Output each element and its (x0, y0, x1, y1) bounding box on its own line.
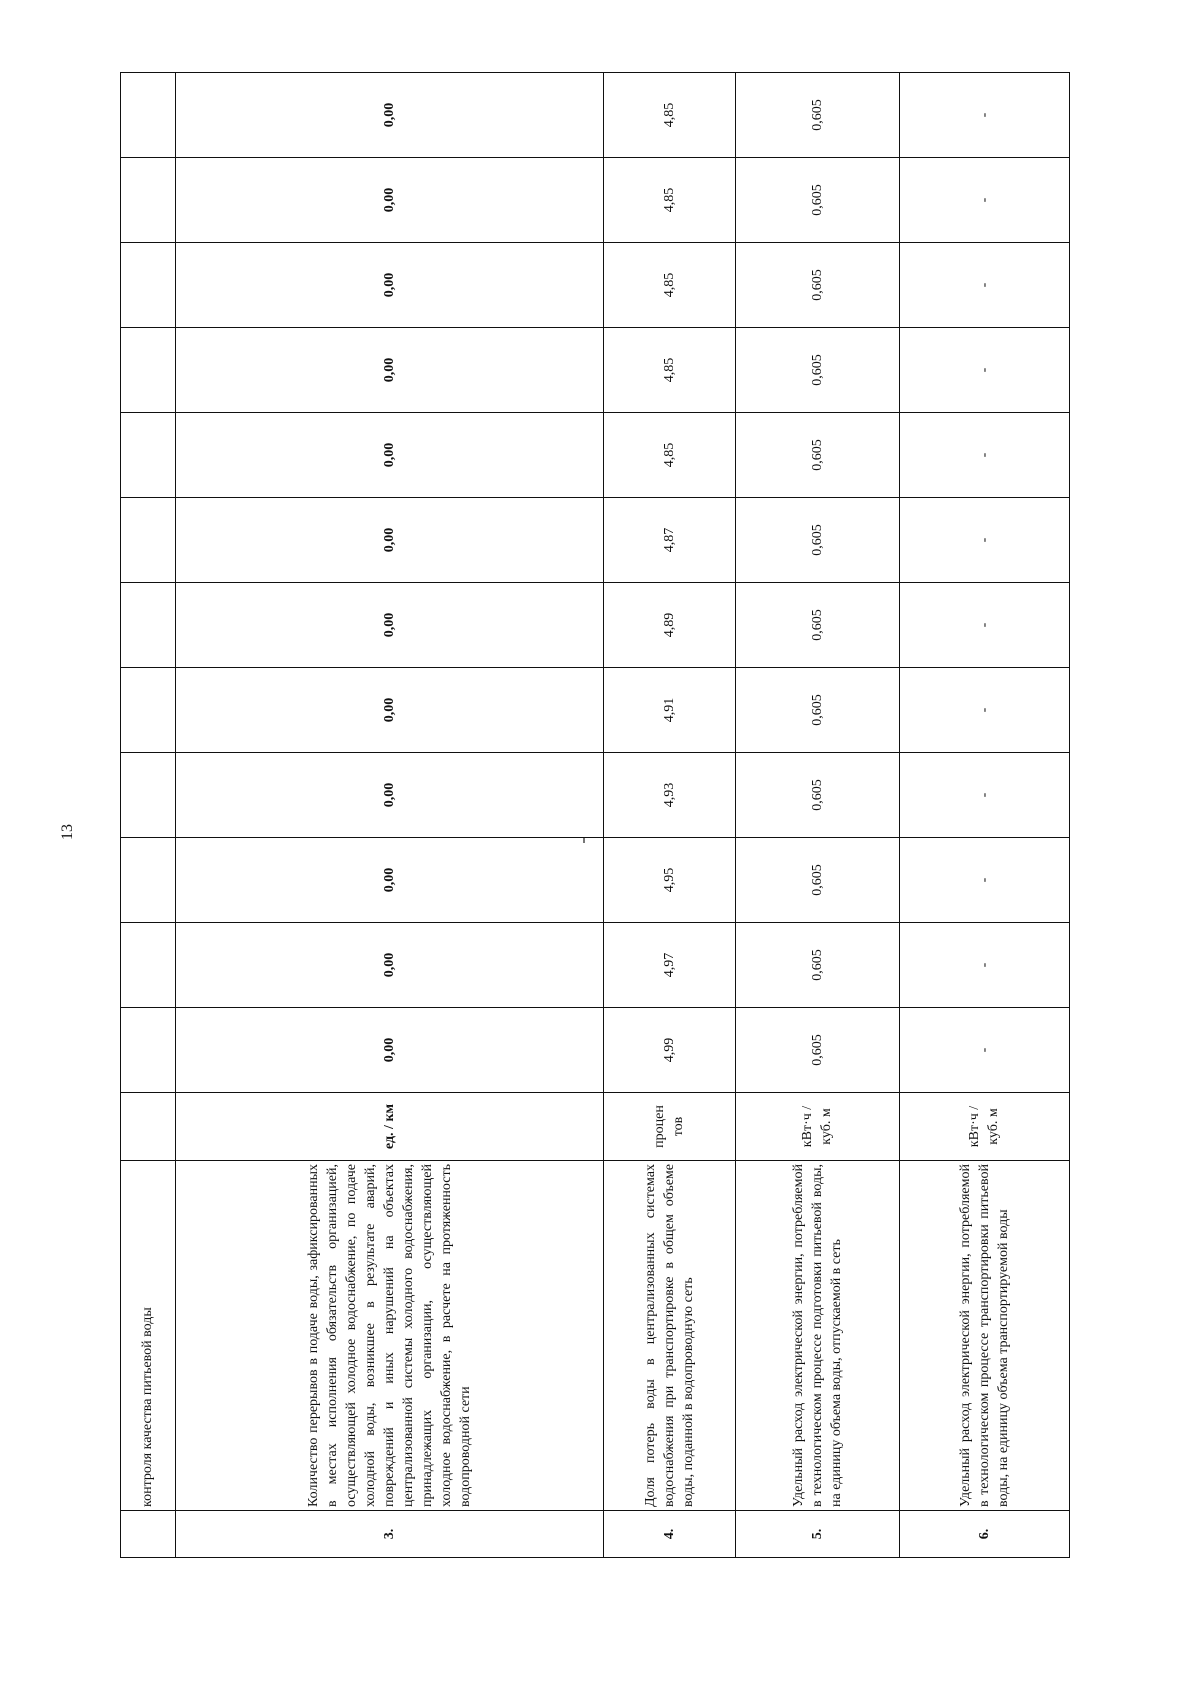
value-cell: - (899, 583, 1069, 668)
value-cell: 4,85 (603, 158, 735, 243)
row-number-cell: 5. (736, 1511, 900, 1558)
value-cell: 0,00 (175, 413, 603, 498)
value-cell: 4,85 (603, 73, 735, 158)
value-cell: 0,605 (736, 328, 900, 413)
row-unit-cell: процен тов (603, 1093, 735, 1161)
value-cell: 4,99 (603, 1008, 735, 1093)
row-name-cell: Количество перерывов в подаче воды, зафиксированных в местах исполнения обязательств организацией, осуществляющей холодное водоснабжение, по подаче холодной воды, возникшее в результате аварий, повреждений и иных нарушений на объектах централизованной системы холодного водоснабжения, принадлежащих организации, осуществляющей холодное водоснабжение, в расчете на протяженность водопроводной сети (175, 1161, 603, 1511)
value-cell: - (899, 1008, 1069, 1093)
value-cell (121, 1008, 176, 1093)
row-number-cell (121, 1511, 176, 1558)
value-cell (121, 243, 176, 328)
value-cell: 0,605 (736, 838, 900, 923)
value-cell (121, 753, 176, 838)
value-cell: 0,605 (736, 498, 900, 583)
value-cell: 0,605 (736, 243, 900, 328)
row-name-cell: Удельный расход электрической энергии, потребляемой в технологическом процессе транспортировки питьевой воды, на единицу объема транспортируемой воды (899, 1161, 1069, 1511)
value-cell: 0,605 (736, 583, 900, 668)
value-cell: - (899, 328, 1069, 413)
row-name-cell: Удельный расход электрической энергии, потребляемой в технологическом процессе подготовки питьевой воды, на единицу объема воды, отпускаемой в сеть (736, 1161, 900, 1511)
value-cell: - (899, 838, 1069, 923)
value-cell: - (899, 413, 1069, 498)
value-cell: 4,89 (603, 583, 735, 668)
value-cell: 4,97 (603, 923, 735, 1008)
row-name-cell: контроля качества питьевой воды (121, 1161, 176, 1511)
row-unit-cell: ед. / км (175, 1093, 603, 1161)
value-cell: 4,85 (603, 243, 735, 328)
value-cell: 0,605 (736, 158, 900, 243)
value-cell: 0,00 (175, 243, 603, 328)
value-cell: 0,00 (175, 923, 603, 1008)
value-cell: 0,00 (175, 158, 603, 243)
value-cell: 0,00 (175, 1008, 603, 1093)
value-cell: - (899, 158, 1069, 243)
table-row-4 (603, 73, 735, 1558)
value-cell: 4,87 (603, 498, 735, 583)
rotated-table-sheet (120, 73, 1070, 1558)
value-cell: 0,00 (175, 583, 603, 668)
value-cell: 4,95 (603, 838, 735, 923)
value-cell: 4,93 (603, 753, 735, 838)
value-cell (121, 158, 176, 243)
value-cell: 0,00 (175, 838, 603, 923)
value-cell: 0,00 (175, 328, 603, 413)
value-cell: - (899, 498, 1069, 583)
row-number-cell: 6. (899, 1511, 1069, 1558)
value-cell (121, 328, 176, 413)
value-cell (121, 923, 176, 1008)
row-number-cell: 4. (603, 1511, 735, 1558)
value-cell (121, 73, 176, 158)
value-cell: - (899, 73, 1069, 158)
value-cell: 4,91 (603, 668, 735, 753)
value-cell: - (899, 243, 1069, 328)
value-cell: 0,00 (175, 73, 603, 158)
value-cell: 0,605 (736, 1008, 900, 1093)
row-unit-cell: кВт·ч / куб. м (899, 1093, 1069, 1161)
value-cell: 0,605 (736, 73, 900, 158)
table-row-6 (899, 73, 1069, 1558)
page-number: 13 (59, 824, 76, 840)
value-cell: 0,605 (736, 753, 900, 838)
row-unit-cell: кВт·ч / куб. м (736, 1093, 900, 1161)
value-cell: 0,605 (736, 668, 900, 753)
value-cell: 0,605 (736, 413, 900, 498)
table-row-5 (736, 73, 900, 1558)
value-cell: 0,00 (175, 753, 603, 838)
value-cell: 0,00 (175, 498, 603, 583)
value-cell (121, 413, 176, 498)
row-number-cell: 3. (175, 1511, 603, 1558)
value-cell: - (899, 753, 1069, 838)
value-cell: - (899, 668, 1069, 753)
table-row-continuation (121, 73, 176, 1558)
value-cell (121, 838, 176, 923)
row-name-cell: Доля потерь воды в централизованных системах водоснабжения при транспортировке в общем объеме воды, поданной в водопроводную сеть (603, 1161, 735, 1511)
row-unit-cell (121, 1093, 176, 1161)
value-cell: 0,605 (736, 923, 900, 1008)
value-cell: 0,00 (175, 668, 603, 753)
indicators-table (120, 72, 1070, 1558)
value-cell: 4,85 (603, 413, 735, 498)
value-cell: 4,85 (603, 328, 735, 413)
value-cell: - (899, 923, 1069, 1008)
value-cell (121, 498, 176, 583)
table-row-3 (175, 73, 603, 1558)
value-cell (121, 668, 176, 753)
value-cell (121, 583, 176, 668)
